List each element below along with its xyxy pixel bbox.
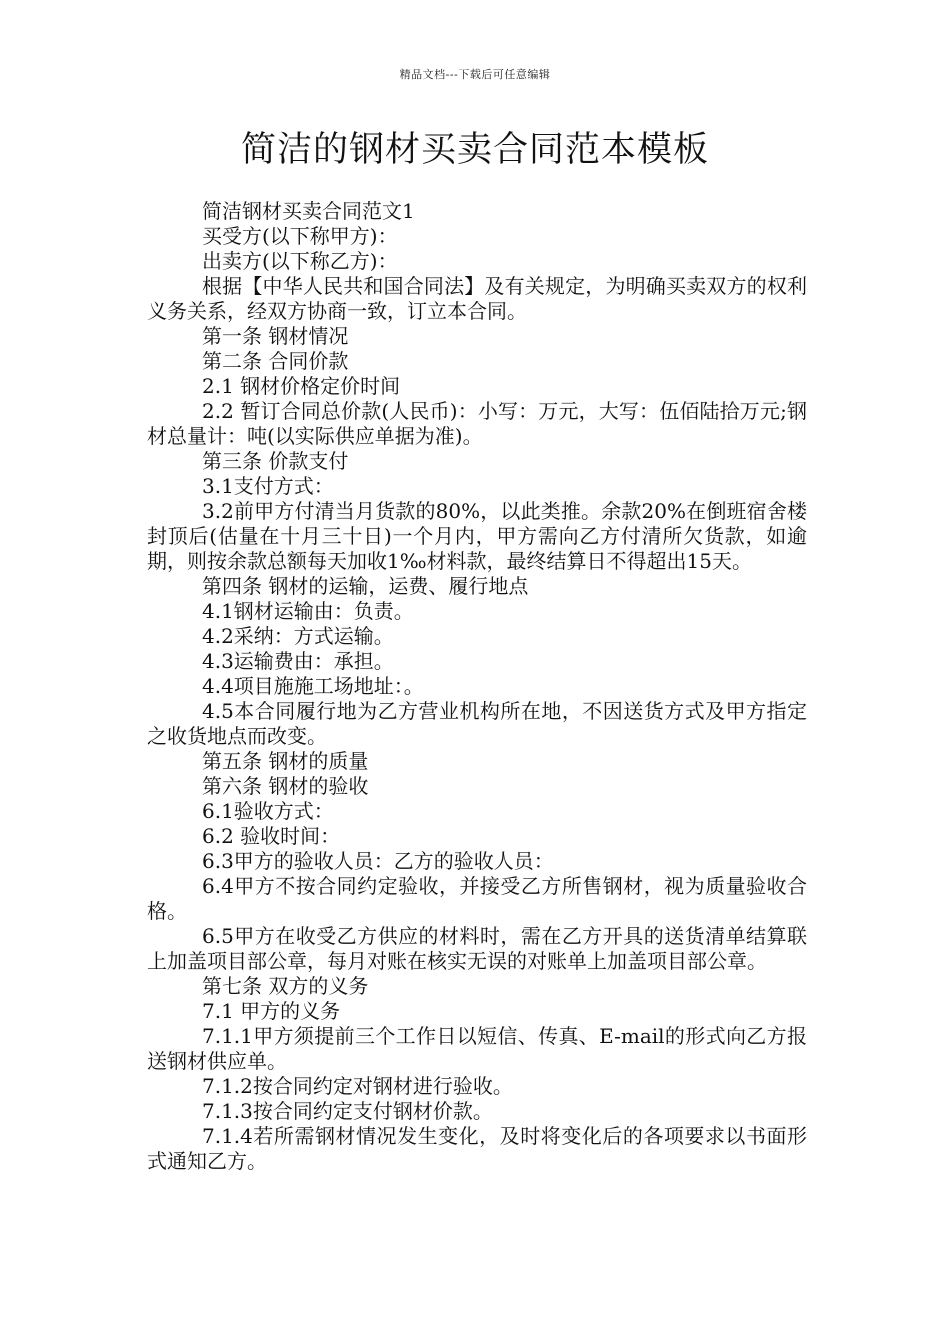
paragraph: 7.1.1甲方须提前三个工作日以短信、传真、E-mail的形式向乙方报送钢材供应单。: [147, 1024, 807, 1073]
paragraph: 7.1.2按合同约定对钢材进行验收。: [202, 1074, 513, 1098]
paragraph: 2.1 钢材价格定价时间: [202, 374, 401, 398]
paragraph: 2.2 暂订合同总价款(人民币)：小写：万元，大写：伍佰陆拾万元;钢材总量计：吨(以实际供应单据为准)。: [147, 399, 807, 448]
paragraph: 第七条 双方的义务: [202, 974, 369, 998]
header-note: 精品文档---下载后可任意编辑: [399, 68, 551, 81]
paragraph: 第六条 钢材的验收: [202, 774, 369, 798]
paragraph: 第四条 钢材的运输，运费、履行地点: [202, 574, 529, 598]
paragraph: 第五条 钢材的质量: [202, 749, 369, 773]
document-title: 简洁的钢材买卖合同范本模板: [240, 130, 709, 170]
paragraph: 出卖方(以下称乙方)：: [202, 249, 398, 273]
paragraph: 6.3甲方的验收人员：乙方的验收人员：: [202, 849, 554, 873]
document-body: [147, 199, 807, 1174]
paragraph: 第二条 合同价款: [202, 349, 349, 373]
paragraph: 3.2前甲方付清当月货款的80%，以此类推。余款20%在倒班宿舍楼封顶后(估量在十月三十日)一个月内，甲方需向乙方付清所欠货款，如逾期，则按余款总额每天加收1‰材料款，最终结算日不得超出15天。: [147, 499, 807, 573]
paragraph: 6.5甲方在收受乙方供应的材料时，需在乙方开具的送货清单结算联上加盖项目部公章，每月对账在核实无误的对账单上加盖项目部公章。: [147, 924, 807, 973]
paragraph: 4.3运输费由：承担。: [202, 649, 394, 673]
paragraph: 简洁钢材买卖合同范文1: [202, 199, 415, 223]
paragraph: 7.1.4若所需钢材情况发生变化，及时将变化后的各项要求以书面形式通知乙方。: [147, 1124, 807, 1173]
paragraph: 根据【中华人民共和国合同法】及有关规定，为明确买卖双方的权利义务关系，经双方协商一致，订立本合同。: [147, 274, 807, 323]
paragraph: 6.1验收方式：: [202, 799, 334, 823]
paragraph: 6.2 验收时间：: [202, 824, 341, 848]
paragraph: 4.1钢材运输由：负责。: [202, 599, 414, 623]
paragraph: 3.1支付方式：: [202, 474, 334, 498]
paragraph: 7.1 甲方的义务: [202, 999, 341, 1023]
paragraph: 4.5本合同履行地为乙方营业机构所在地，不因送货方式及甲方指定之收货地点而改变。: [147, 699, 807, 748]
paragraph: 第三条 价款支付: [202, 449, 349, 473]
paragraph: 7.1.3按合同约定支付钢材价款。: [202, 1099, 493, 1123]
paragraph: 买受方(以下称甲方)：: [202, 224, 398, 248]
paragraph: 4.4项目施施工场地址：。: [202, 674, 424, 698]
paragraph: 6.4甲方不按合同约定验收，并接受乙方所售钢材，视为质量验收合格。: [147, 874, 807, 923]
paragraph: 4.2采纳：方式运输。: [202, 624, 394, 648]
paragraph: 第一条 钢材情况: [202, 324, 349, 348]
